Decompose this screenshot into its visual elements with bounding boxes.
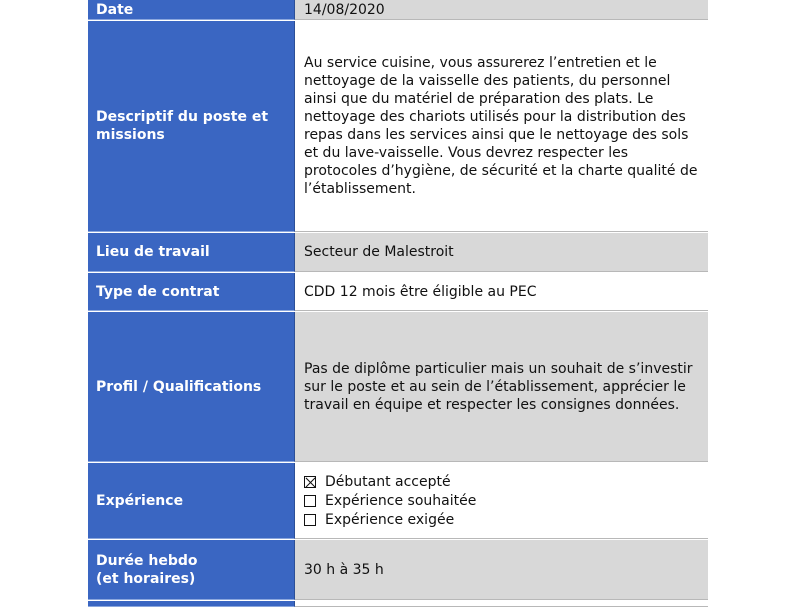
value-date: 14/08/2020 — [295, 0, 708, 20]
label-location: Lieu de travail — [88, 233, 295, 272]
label-profile: Profil / Qualifications — [88, 312, 295, 462]
label-date: Date — [88, 0, 295, 20]
experience-option-preferred[interactable] — [304, 492, 476, 510]
value-description — [295, 21, 708, 232]
value-contract: CDD 12 mois être éligible au PEC — [295, 273, 708, 311]
label-description: Descriptif du poste et missions — [88, 21, 295, 232]
value-experience — [295, 463, 708, 539]
value-profile — [295, 312, 708, 462]
row-experience — [88, 463, 708, 540]
experience-option-label: Expérience souhaitée — [325, 492, 477, 509]
row-date — [88, 0, 708, 21]
job-offer-table — [88, 0, 708, 608]
row-partial — [88, 601, 708, 608]
row-profile — [88, 312, 708, 463]
checked-box-icon[interactable] — [304, 476, 316, 488]
value-partial — [295, 601, 708, 607]
label-contract: Type de contrat — [88, 273, 295, 311]
experience-option-label: Débutant accepté — [325, 473, 451, 490]
row-location — [88, 233, 708, 273]
experience-option-beginner[interactable] — [304, 473, 476, 491]
value-weekly-hours: 30 h à 35 h — [295, 540, 708, 600]
label-experience: Expérience — [88, 463, 295, 539]
row-weekly-hours — [88, 540, 708, 601]
value-location: Secteur de Malestroit — [295, 233, 708, 272]
label-weekly-hours: Durée hebdo (et horaires) — [88, 540, 295, 600]
experience-options — [304, 473, 476, 529]
label-partial — [88, 601, 295, 607]
row-description — [88, 21, 708, 233]
description-text: Au service cuisine, vous assurerez l’entretien et le nettoyage de la vaisselle des patients, du personnel ainsi que du matériel de préparation des plats. Le nettoyage des chariots utilisés pour la distribution des repas dans les services ainsi que le nettoyage des sols et du lave-vaisselle. Vous devrez respecter les protocoles d’hygiène, de sécurité et la charte qualité de l’établissement. — [304, 55, 698, 197]
checkbox-icon[interactable] — [304, 495, 316, 507]
experience-option-label: Expérience exigée — [325, 511, 455, 528]
experience-option-required[interactable] — [304, 511, 476, 529]
profile-text: Pas de diplôme particulier mais un souhait de s’investir sur le poste et au sein de l’établissement, apprécier le travail en équipe et respecter les consignes données. — [304, 360, 693, 413]
checkbox-icon[interactable] — [304, 514, 316, 526]
row-contract — [88, 273, 708, 312]
